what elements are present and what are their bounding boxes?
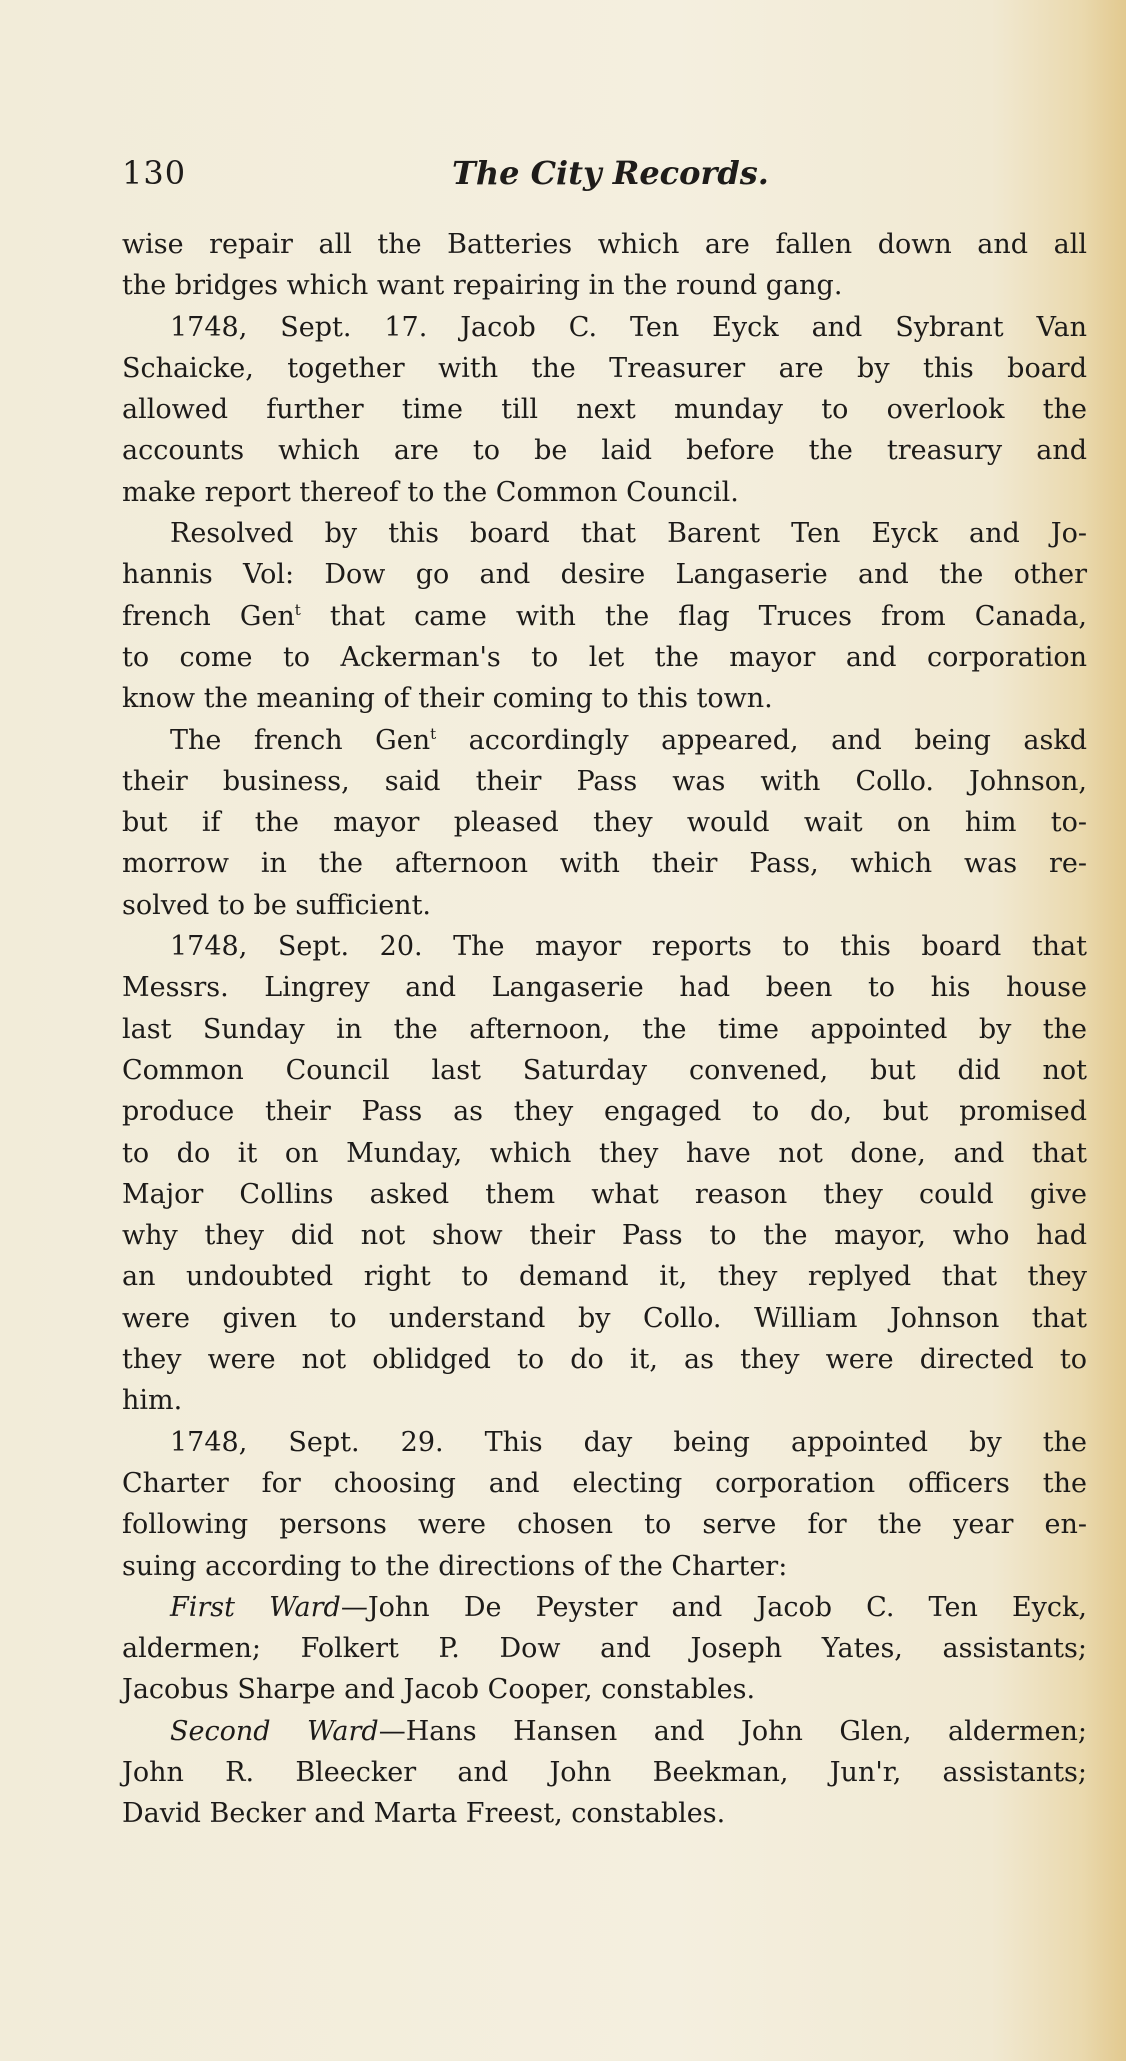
body-text bbox=[122, 224, 1087, 1835]
text-line: know the meaning of their coming to this town. bbox=[122, 683, 773, 715]
paragraph-4 bbox=[122, 720, 1087, 926]
text-line: Charter for choosing and electing corporation officers the bbox=[122, 1467, 1087, 1499]
text-line: Resolved by this board that Barent Ten Eyck and Jo- bbox=[170, 518, 1087, 550]
paragraph-5 bbox=[122, 926, 1087, 1422]
paragraph-1 bbox=[122, 224, 1087, 307]
text-line: to come to Ackerman's to let the mayor and corporation bbox=[122, 641, 1087, 673]
text-line bbox=[122, 596, 1087, 637]
text-segment: french Gen bbox=[122, 600, 295, 632]
text-line: accounts which are to be laid before the treasury and bbox=[122, 435, 1087, 467]
text-line: Major Collins asked them what reason they could give bbox=[122, 1178, 1087, 1210]
text-segment: —John De Peyster and Jacob C. Ten Eyck, bbox=[340, 1591, 1088, 1623]
text-line: but if the mayor pleased they would wait on him to- bbox=[122, 807, 1087, 839]
text-line: Common Council last Saturday convened, but did not bbox=[122, 1054, 1087, 1086]
text-line: why they did not show their Pass to the mayor, who had bbox=[122, 1220, 1087, 1252]
text-line: their business, said their Pass was with Collo. Johnson, bbox=[122, 765, 1087, 797]
text-line: John R. Bleecker and John Beekman, Jun'r, assistants; bbox=[122, 1756, 1087, 1788]
text-line: Messrs. Lingrey and Langaserie had been to his house bbox=[122, 972, 1087, 1004]
text-line: last Sunday in the afternoon, the time appointed by the bbox=[122, 1013, 1087, 1045]
running-title: The City Records. bbox=[452, 154, 769, 192]
text-line: following persons were chosen to serve for the year en- bbox=[122, 1509, 1087, 1541]
text-line: David Becker and Marta Freest, constables. bbox=[122, 1798, 726, 1830]
text-line: morrow in the afternoon with their Pass, which was re- bbox=[122, 848, 1087, 880]
text-segment: that came with the flag Truces from Canada, bbox=[300, 600, 1087, 632]
text-line: allowed further time till next munday to overlook the bbox=[122, 394, 1087, 426]
superscript: t bbox=[430, 724, 437, 743]
text-line: suing according to the directions of the Charter: bbox=[122, 1550, 788, 1582]
text-line: him. bbox=[122, 1385, 183, 1417]
text-line: hannis Vol: Dow go and desire Langaserie and the other bbox=[122, 559, 1087, 591]
text-segment: The french Gen bbox=[170, 724, 431, 756]
paragraph-first-ward bbox=[122, 1587, 1087, 1711]
paragraph-second-ward bbox=[122, 1711, 1087, 1835]
text-line: to do it on Munday, which they have not done, and that bbox=[122, 1137, 1087, 1169]
text-line: aldermen; Folkert P. Dow and Joseph Yates, assistants; bbox=[122, 1633, 1087, 1665]
paragraph-2 bbox=[122, 307, 1087, 513]
text-line bbox=[122, 1711, 1087, 1752]
text-line: an undoubted right to demand it, they replyed that they bbox=[122, 1261, 1087, 1293]
page-number: 130 bbox=[122, 154, 187, 192]
superscript: t bbox=[294, 600, 301, 619]
text-line: Jacobus Sharpe and Jacob Cooper, constables. bbox=[122, 1674, 756, 1706]
ward-label: First Ward bbox=[170, 1591, 341, 1623]
page-header bbox=[122, 154, 1052, 204]
text-segment: accordingly appeared, and being askd bbox=[436, 724, 1087, 756]
paragraph-3 bbox=[122, 513, 1087, 719]
text-line: produce their Pass as they engaged to do, but promised bbox=[122, 1096, 1087, 1128]
text-line: the bridges which want repairing in the round gang. bbox=[122, 270, 843, 302]
text-line bbox=[122, 720, 1087, 761]
text-segment: —Hans Hansen and John Glen, aldermen; bbox=[378, 1715, 1087, 1747]
text-line: Schaicke, together with the Treasurer are by this board bbox=[122, 352, 1087, 384]
text-line: solved to be sufficient. bbox=[122, 889, 431, 921]
ward-label: Second Ward bbox=[170, 1715, 379, 1747]
text-line: make report thereof to the Common Council. bbox=[122, 476, 739, 508]
text-line: 1748, Sept. 20. The mayor reports to this board that bbox=[170, 931, 1087, 963]
text-line bbox=[122, 1587, 1087, 1628]
text-line: they were not oblidged to do it, as they were directed to bbox=[122, 1344, 1087, 1376]
text-line: 1748, Sept. 17. Jacob C. Ten Eyck and Sybrant Van bbox=[170, 311, 1087, 343]
text-line: wise repair all the Batteries which are fallen down and all bbox=[122, 229, 1087, 260]
text-line: were given to understand by Collo. William Johnson that bbox=[122, 1302, 1087, 1334]
text-line: 1748, Sept. 29. This day being appointed by the bbox=[170, 1426, 1087, 1458]
paragraph-6 bbox=[122, 1422, 1087, 1587]
